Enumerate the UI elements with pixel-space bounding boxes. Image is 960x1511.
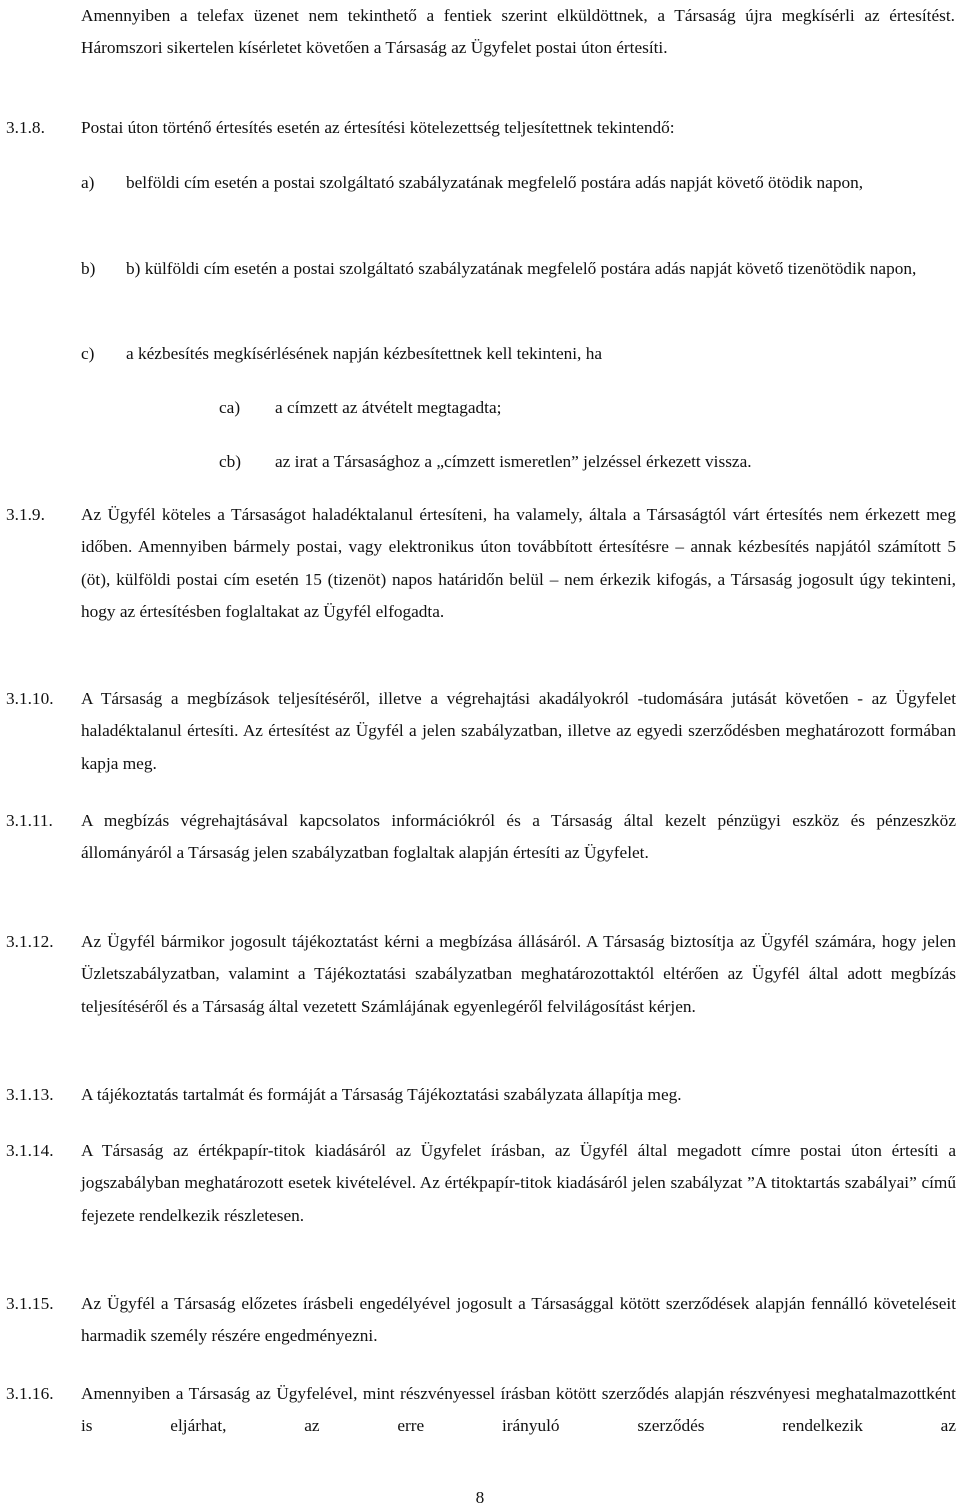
list-item-c xyxy=(81,338,955,370)
sub-item-cb xyxy=(219,446,959,478)
sub-text: az irat a Társasághoz a „címzett ismeretlen” jelzéssel érkezett vissza. xyxy=(275,452,752,471)
section-number: 3.1.8. xyxy=(6,118,45,137)
sub-label: ca) xyxy=(219,398,241,417)
section-text: Postai úton történő értesítés esetén az értesítési kötelezettség teljesítettnek tekintendő: xyxy=(81,118,675,137)
section-3-1-10 xyxy=(6,683,956,780)
section-number: 3.1.13. xyxy=(6,1085,54,1104)
section-3-1-13 xyxy=(6,1079,956,1111)
list-text: a kézbesítés megkísérlésének napján kézbesítettnek kell tekinteni, ha xyxy=(126,344,603,363)
section-number: 3.1.9. xyxy=(6,505,45,524)
list-text: belföldi cím esetén a postai szolgáltató szabályzatának megfelelő postára adás napját követő ötödik napon, xyxy=(126,173,864,192)
section-3-1-15 xyxy=(6,1288,956,1353)
section-text: A Társaság az értékpapír-titok kiadásáról az Ügyfelet írásban, az Ügyfél által megadott címre postai úton értesíti a jogszabályban meghatározott esetek kivételével. Az értékpapír-titok kiadásáról jelen szabályzat ”A titoktartás szabályai” című fejezete rendelkezik részletesen. xyxy=(81,1141,956,1225)
sub-item-ca xyxy=(219,392,959,424)
list-item-a xyxy=(81,167,955,199)
sub-text: a címzett az átvételt megtagadta; xyxy=(275,398,502,417)
section-3-1-9 xyxy=(6,499,956,628)
section-number: 3.1.14. xyxy=(6,1141,54,1160)
intro-paragraph: Amennyiben a telefax üzenet nem tekinthető a fentiek szerint elküldöttnek, a Társaság újra megkísérli az értesítést. Háromszori sikertelen kísérletet követően a Társaság az Ügyfelet postai úton értesíti. xyxy=(81,6,955,58)
section-3-1-16 xyxy=(6,1378,956,1443)
section-3-1-14 xyxy=(6,1135,956,1232)
section-number: 3.1.15. xyxy=(6,1294,54,1313)
section-text: Amennyiben a Társaság az Ügyfelével, mint részvényessel írásban kötött szerződés alapján részvényesi meghatalmazottként is eljárhat, az erre irányuló szerződés rendelkezik az xyxy=(81,1384,956,1436)
section-number: 3.1.12. xyxy=(6,932,54,951)
section-text: Az Ügyfél köteles a Társaságot haladéktalanul értesíteni, ha valamely, általa a Társaságtól várt értesítés nem érkezett meg időben. Amennyiben bármely postai, vagy elektronikus úton továbbított értesítésre – annak kézbesítés napjától számított 5 (öt), külföldi postai cím esetén 15 (tizenöt) napos határidőn belül – nem érkezik kifogás, a Társaság jogosult úgy tekinteni, hogy az értesítésben foglaltakat az Ügyfél elfogadta. xyxy=(81,505,956,621)
section-text: A megbízás végrehajtásával kapcsolatos információkról és a Társaság által kezelt pénzügyi eszköz és pénzeszköz állományáról a Társaság jelen szabályzatban foglaltak alapján értesíti az Ügyfelet. xyxy=(81,811,956,863)
list-label: c) xyxy=(81,344,95,363)
list-label: b) xyxy=(81,259,96,278)
section-text: Az Ügyfél a Társaság előzetes írásbeli engedélyével jogosult a Társasággal kötött szerződések alapján fennálló követeléseit harmadik személy részére engedményezni. xyxy=(81,1294,956,1346)
section-text: Az Ügyfél bármikor jogosult tájékoztatást kérni a megbízása állásáról. A Társaság biztosítja az Ügyfél számára, hogy jelen Üzletszabályzatban, valamint a Tájékoztatási szabályzatban meghatározottaktól eltérően az Ügyfél által adott megbízás teljesítéséről és a Társaság által vezetett Számlájának egyenlegéről felvilágosítást kérjen. xyxy=(81,932,956,1016)
list-text: b) külföldi cím esetén a postai szolgáltató szabályzatának megfelelő postára adás napját követő tizenötödik napon, xyxy=(126,259,917,278)
page-number: 8 xyxy=(475,1488,485,1507)
section-3-1-11 xyxy=(6,805,956,870)
section-3-1-12 xyxy=(6,926,956,1023)
list-item-b xyxy=(81,253,955,285)
section-3-1-8 xyxy=(6,112,956,144)
section-number: 3.1.10. xyxy=(6,689,54,708)
sub-label: cb) xyxy=(219,452,242,471)
section-number: 3.1.11. xyxy=(6,811,53,830)
section-number: 3.1.16. xyxy=(6,1384,54,1403)
section-text: A Társaság a megbízások teljesítéséről, illetve a végrehajtási akadályokról -tudomására jutását követően - az Ügyfelet haladéktalanul értesíti. Az értesítést az Ügyfél a jelen szabályzatban, illetve az egyedi szerződésben meghatározott formában kapja meg. xyxy=(81,689,956,773)
section-text: A tájékoztatás tartalmát és formáját a Társaság Tájékoztatási szabályzata állapítja meg. xyxy=(81,1085,682,1104)
list-label: a) xyxy=(81,173,95,192)
